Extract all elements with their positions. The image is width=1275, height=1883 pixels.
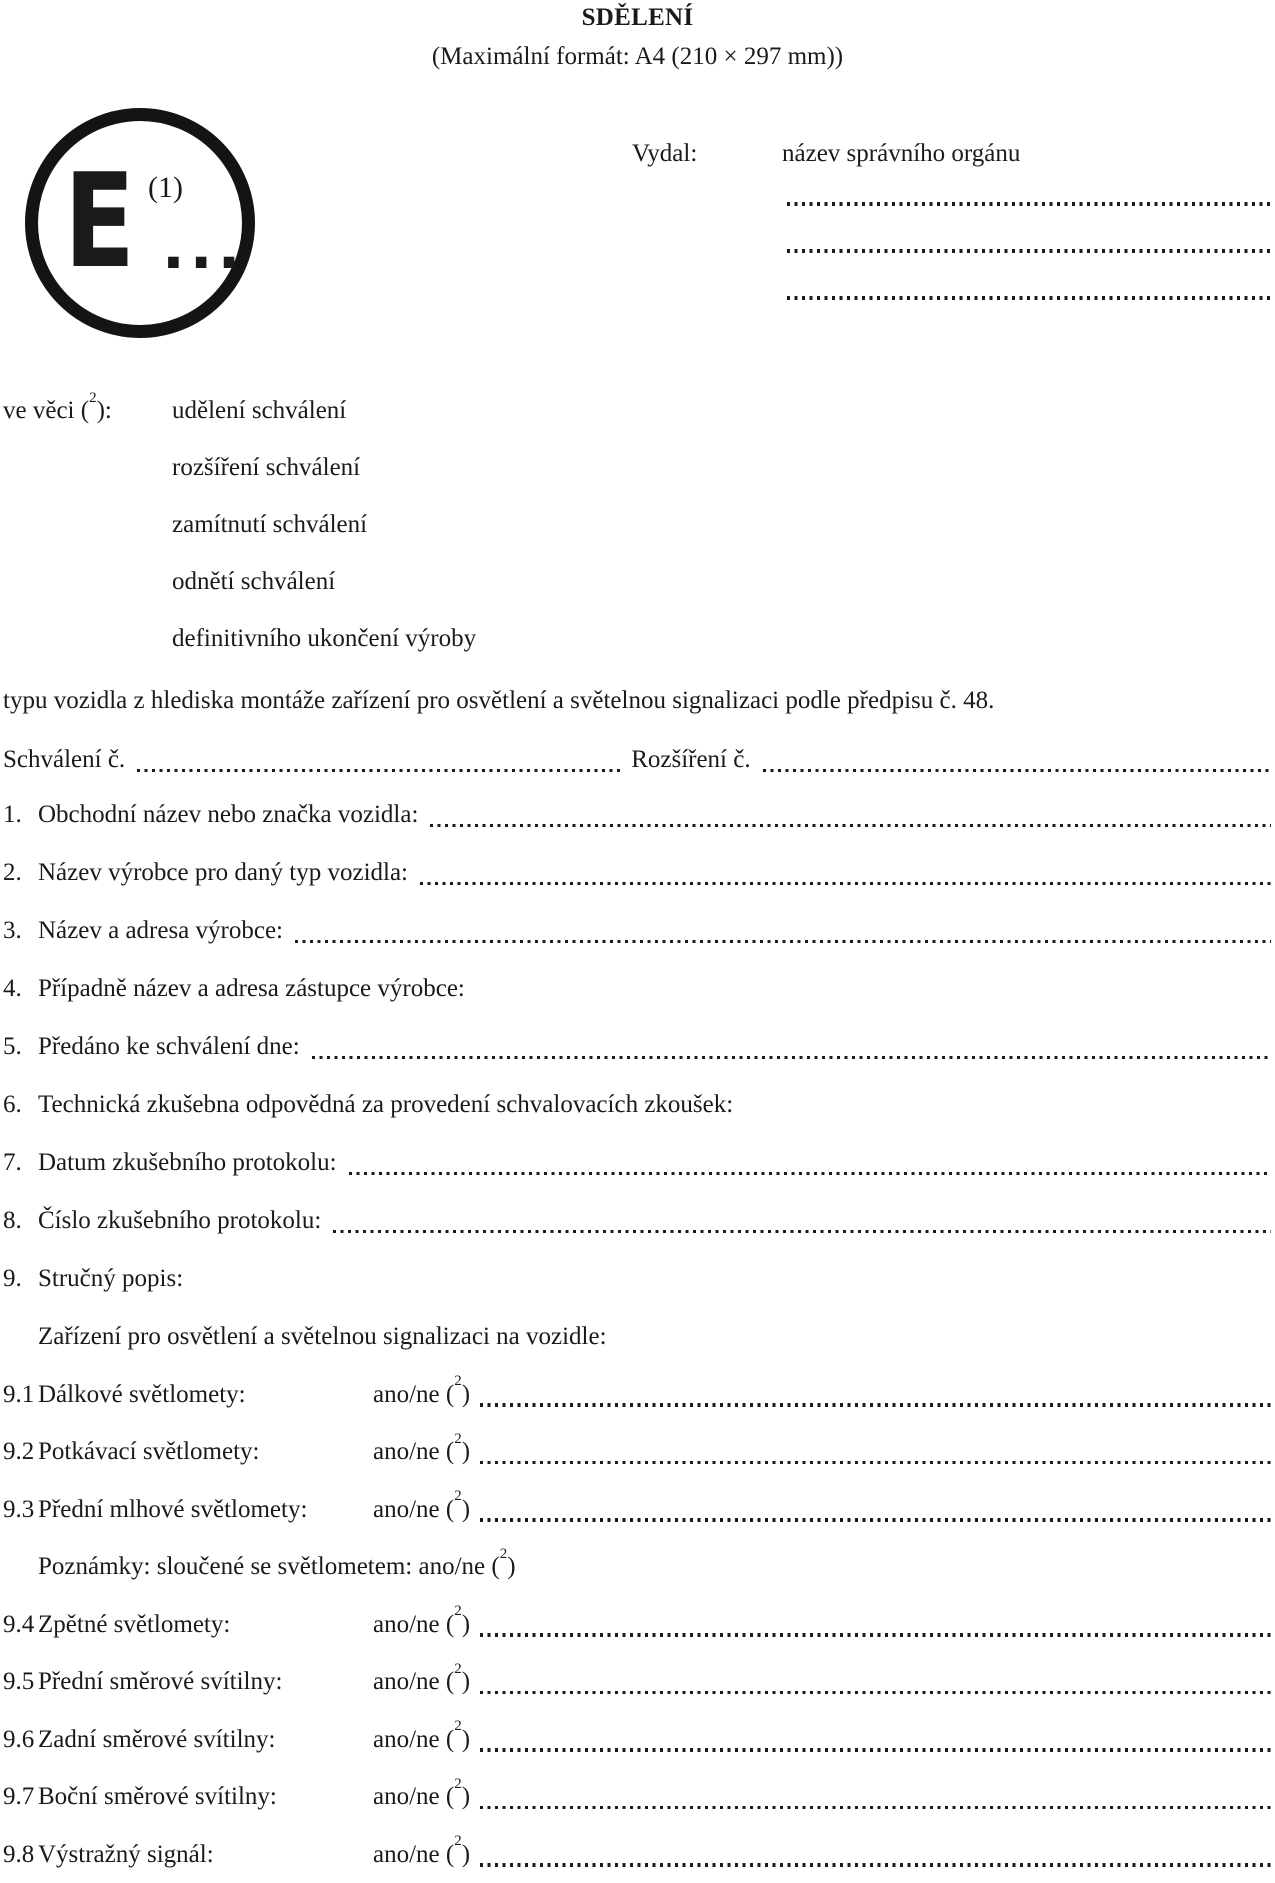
yes-no-value: ano/ne ($^2$)	[373, 1653, 470, 1711]
lighting-item-row	[3, 1481, 1271, 1539]
type-approval-paragraph: typu vozidla z hlediska montáže zařízení pro osvětlení a světelnou signalizaci podle předpisu č. 48.	[3, 672, 1271, 729]
lighting-note-row	[3, 1538, 1271, 1596]
approval-number-row	[3, 731, 1271, 788]
lighting-item-row	[3, 1653, 1271, 1711]
dotted-fill-line	[763, 769, 1271, 773]
e-mark-footnote-ref: (1)	[148, 173, 183, 203]
form-item-row	[3, 844, 1271, 902]
dotted-fill-line	[312, 1056, 1271, 1060]
item-label: Datum zkušebního protokolu:	[38, 1134, 349, 1192]
dotted-fill-line	[137, 769, 623, 773]
footnote-ref: 2	[454, 1661, 462, 1677]
numbered-items	[3, 786, 1271, 1308]
dotted-fill-line	[295, 940, 1271, 944]
issuing-authority-blank-line	[787, 202, 1273, 206]
item-number: 9.6	[3, 1711, 38, 1769]
item-number: 9.2	[3, 1423, 38, 1481]
item-label: Číslo zkušebního protokolu:	[38, 1192, 333, 1250]
subject-options	[3, 382, 1271, 667]
item-label: Předáno ke schválení dne:	[38, 1018, 312, 1076]
item-label: Přední směrové svítilny:	[38, 1653, 373, 1711]
form-item-row	[3, 960, 1271, 1018]
subject-option: udělení schválení	[3, 382, 1271, 439]
lighting-item-row	[3, 1366, 1271, 1424]
item-label: Dálkové světlomety:	[38, 1366, 373, 1424]
subject-label-text: ve věci (	[3, 397, 89, 424]
lighting-item-row	[3, 1826, 1271, 1883]
item-number: 9.	[3, 1250, 38, 1308]
item-label: Výstražný signál:	[38, 1826, 373, 1883]
lighting-section	[3, 1308, 1271, 1883]
subject-option: rozšíření schválení	[3, 439, 1271, 496]
item-label: Technická zkušebna odpovědná za provedení schvalovacích zkoušek:	[38, 1076, 745, 1134]
footnote-ref: 2	[500, 1546, 508, 1562]
dotted-fill-line	[349, 1172, 1271, 1176]
dotted-fill-line	[480, 1461, 1271, 1465]
item-label: Zpětné světlomety:	[38, 1596, 373, 1654]
yes-no-value: ano/ne ($^2$)	[373, 1596, 470, 1654]
form-item-row	[3, 1250, 1271, 1308]
item-label: Stručný popis:	[38, 1250, 195, 1308]
item-number: 8.	[3, 1192, 38, 1250]
yes-no-value: ano/ne ($^2$)	[373, 1423, 470, 1481]
subject-footnote-ref: 2	[89, 390, 97, 406]
dotted-fill-line	[480, 1518, 1271, 1522]
page-title: SDĚLENÍ	[0, 4, 1275, 32]
footnote-ref: 2	[454, 1373, 462, 1389]
footnote-ref: 2	[454, 1776, 462, 1792]
approval-number-label: Schválení č.	[3, 731, 125, 788]
item-number: 7.	[3, 1134, 38, 1192]
item-label: Případně název a adresa zástupce výrobce:	[38, 960, 477, 1018]
dotted-fill-line	[420, 882, 1271, 886]
subject-label-colon: ):	[97, 397, 112, 424]
dotted-fill-line	[480, 1633, 1271, 1637]
item-number: 9.8	[3, 1826, 38, 1883]
item-number: 5.	[3, 1018, 38, 1076]
dotted-fill-line	[480, 1403, 1271, 1407]
yes-no-value: ano/ne ($^2$)	[373, 1366, 470, 1424]
dotted-fill-line	[480, 1863, 1271, 1867]
e-mark-circle	[25, 108, 255, 338]
form-item-row	[3, 1076, 1271, 1134]
footnote-ref: 2	[454, 1718, 462, 1734]
item-label: Boční směrové svítilny:	[38, 1768, 373, 1826]
yes-no-value: ano/ne ($^2$)	[373, 1826, 470, 1883]
form-item-row	[3, 902, 1271, 960]
lighting-intro: Zařízení pro osvětlení a světelnou signalizaci na vozidle:	[3, 1308, 607, 1366]
item-number: 2.	[3, 844, 38, 902]
subject-option: odnětí schválení	[3, 553, 1271, 610]
subject-section	[3, 382, 1271, 667]
dotted-fill-line	[333, 1230, 1271, 1234]
yes-no-value: ano/ne ($^2$)	[373, 1481, 470, 1539]
extension-number-label: Rozšíření č.	[631, 731, 750, 788]
item-number: 9.3	[3, 1481, 38, 1539]
item-number: 6.	[3, 1076, 38, 1134]
lighting-intro-row	[3, 1308, 1271, 1366]
yes-no-value: ano/ne ($^2$)	[373, 1768, 470, 1826]
subject-option: zamítnutí schválení	[3, 496, 1271, 553]
footnote-ref: 2	[454, 1488, 462, 1504]
form-item-row	[3, 1192, 1271, 1250]
item-number: 9.4	[3, 1596, 38, 1654]
issued-by-label: Vydal:	[632, 140, 697, 168]
item-label: Název a adresa výrobce:	[38, 902, 295, 960]
subject-label	[3, 382, 112, 439]
lighting-note: Poznámky: sloučené se světlometem: ano/ne ($^2$)	[3, 1538, 516, 1596]
item-label: Přední mlhové světlomety:	[38, 1481, 373, 1539]
lighting-item-row	[3, 1711, 1271, 1769]
item-number: 1.	[3, 786, 38, 844]
subject-option: definitivního ukončení výroby	[3, 610, 1271, 667]
item-number: 3.	[3, 902, 38, 960]
issuing-authority-blank-line	[787, 249, 1273, 253]
lighting-item-row	[3, 1596, 1271, 1654]
lighting-item-row	[3, 1423, 1271, 1481]
dotted-fill-line	[430, 824, 1271, 828]
item-number: 9.1	[3, 1366, 38, 1424]
dotted-fill-line	[480, 1806, 1271, 1810]
item-number: 9.7	[3, 1768, 38, 1826]
lighting-item-row	[3, 1768, 1271, 1826]
item-number: 4.	[3, 960, 38, 1018]
issuing-authority-text: název správního orgánu	[782, 140, 1020, 168]
e-mark-letter: E	[64, 156, 135, 286]
item-number: 9.5	[3, 1653, 38, 1711]
page-subtitle: (Maximální formát: A4 (210 × 297 mm))	[0, 43, 1275, 71]
footnote-ref: 2	[454, 1603, 462, 1619]
item-label: Obchodní název nebo značka vozidla:	[38, 786, 430, 844]
footnote-ref: 2	[454, 1431, 462, 1447]
yes-no-value: ano/ne ($^2$)	[373, 1711, 470, 1769]
item-label: Potkávací světlomety:	[38, 1423, 373, 1481]
form-item-row	[3, 1134, 1271, 1192]
e-mark-dots: ...	[162, 218, 245, 278]
item-label: Zadní směrové svítilny:	[38, 1711, 373, 1769]
form-item-row	[3, 1018, 1271, 1076]
footnote-ref: 2	[454, 1833, 462, 1849]
dotted-fill-line	[480, 1748, 1271, 1752]
item-label: Název výrobce pro daný typ vozidla:	[38, 844, 420, 902]
dotted-fill-line	[480, 1691, 1271, 1695]
issuing-authority-blank-line	[787, 296, 1273, 300]
form-item-row	[3, 786, 1271, 844]
